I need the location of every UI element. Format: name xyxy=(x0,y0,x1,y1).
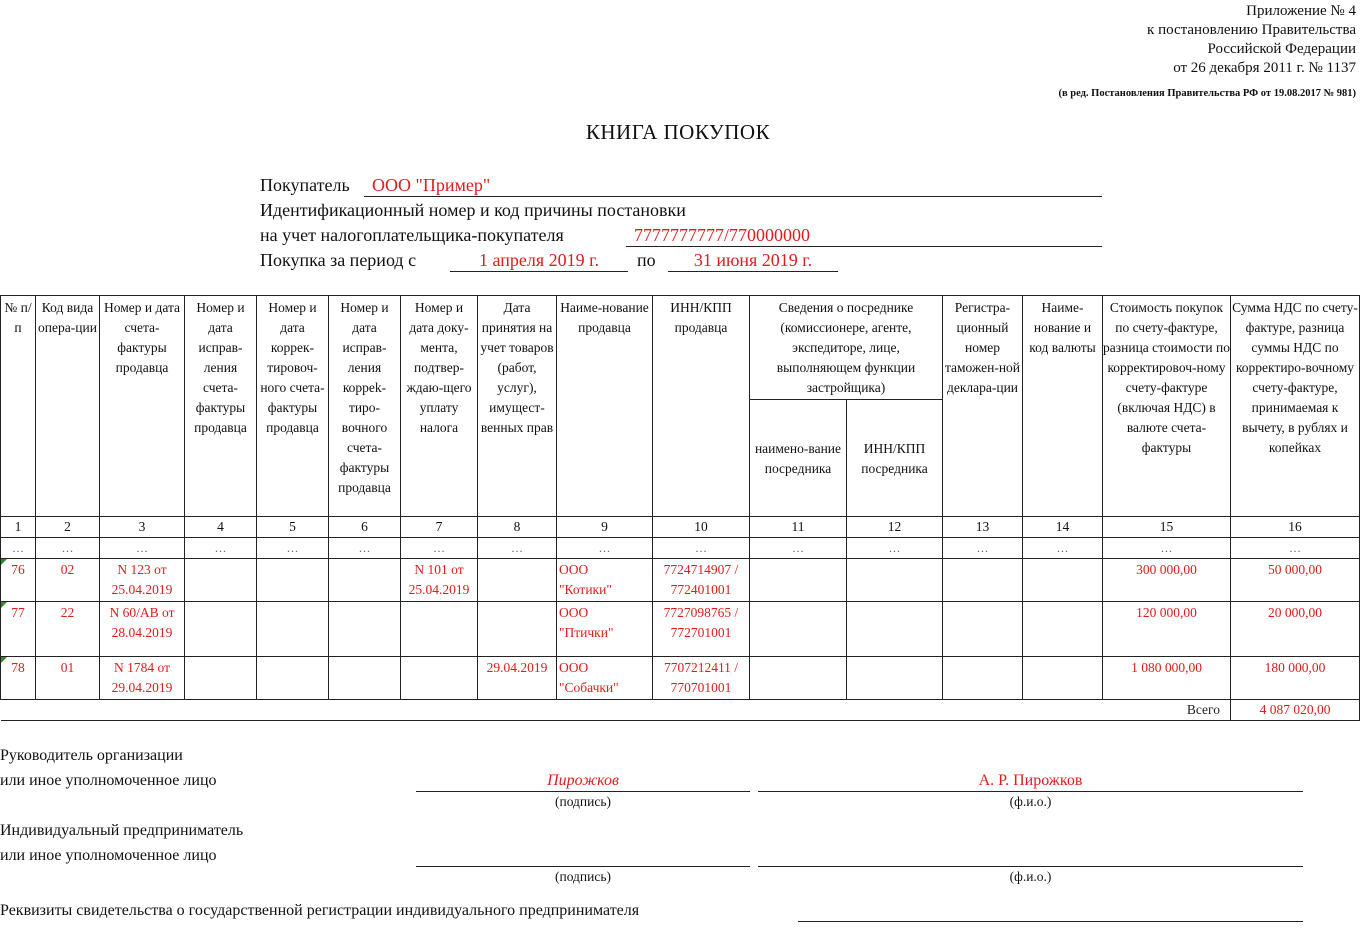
name-caption: (ф.и.о.) xyxy=(1009,794,1052,809)
empty-cell xyxy=(185,657,257,700)
ie-label-1: Индивидуальный предприниматель xyxy=(0,822,244,839)
header-col-4: Номер и дата исправ-ления счета-фактуры продавца xyxy=(185,296,257,517)
column-number: 15 xyxy=(1103,517,1231,538)
ellipsis-cell: … xyxy=(847,538,943,559)
seller-name: "Котики" xyxy=(559,582,612,597)
seller-inn: 7724714907 / xyxy=(663,562,739,577)
column-number: 5 xyxy=(257,517,329,538)
appendix-line: от 26 декабря 2011 г. № 1137 xyxy=(1173,60,1356,76)
header-col-10: ИНН/КПП продавца xyxy=(653,296,750,517)
empty-cell xyxy=(329,657,401,700)
column-number: 4 xyxy=(185,517,257,538)
empty-cell xyxy=(257,657,329,700)
inn-value: 7777777777/770000000 xyxy=(634,225,811,245)
operation-code: 01 xyxy=(36,657,100,700)
row-number-cell xyxy=(1,602,36,657)
period-label: Покупка за период с xyxy=(260,250,417,270)
invoice-number: N 1784 от xyxy=(114,660,170,675)
header-col-12: ИНН/КПП посредника xyxy=(847,400,943,517)
seller-inn-cell xyxy=(653,602,750,657)
vat-amount: 20 000,00 xyxy=(1231,602,1360,657)
period-from: 1 апреля 2019 г. xyxy=(479,250,599,270)
empty-cell xyxy=(1023,559,1103,602)
column-number: 2 xyxy=(36,517,100,538)
signature-caption: (подпись) xyxy=(554,794,612,809)
invoice-cell xyxy=(100,657,185,700)
seller-type: ООО xyxy=(559,605,589,620)
ellipsis-cell: … xyxy=(557,538,653,559)
purchase-book-table xyxy=(0,295,1360,721)
empty-cell xyxy=(943,559,1023,602)
comment-marker xyxy=(1,657,7,663)
ellipsis-cell: … xyxy=(1231,538,1360,559)
operation-code: 02 xyxy=(36,559,100,602)
purchase-cost: 1 080 000,00 xyxy=(1103,657,1231,700)
inn-label-2: на учет налогоплательщика-покупателя xyxy=(260,225,564,245)
operation-code: 22 xyxy=(36,602,100,657)
seller-type: ООО xyxy=(559,660,589,675)
payment-doc-cell xyxy=(401,602,478,657)
empty-cell xyxy=(185,559,257,602)
row-number-cell xyxy=(1,559,36,602)
payment-doc-cell xyxy=(401,559,478,602)
empty-cell xyxy=(257,559,329,602)
column-number: 3 xyxy=(100,517,185,538)
ellipsis-cell: … xyxy=(100,538,185,559)
column-number: 16 xyxy=(1231,517,1360,538)
ellipsis-row xyxy=(1,538,1360,559)
head-label-1: Руководитель организации xyxy=(0,747,183,764)
head-name: А. Р. Пирожков xyxy=(978,772,1083,789)
buyer-value: ООО "Пример" xyxy=(372,175,491,195)
comment-marker xyxy=(1,602,7,608)
table-row xyxy=(1,657,1360,700)
buyer-field xyxy=(364,172,1102,197)
seller-kpp: 772701001 xyxy=(670,625,732,640)
header-col-8: Дата принятия на учет товаров (работ, услуг), имущест-венных прав xyxy=(478,296,557,517)
purchase-cost: 300 000,00 xyxy=(1103,559,1231,602)
seller-kpp: 772401001 xyxy=(670,582,732,597)
inn-label-1: Идентификационный номер и код причины постановки xyxy=(260,200,686,220)
empty-cell xyxy=(257,602,329,657)
appendix-line: к постановлению Правительства xyxy=(1147,22,1356,38)
column-number: 14 xyxy=(1023,517,1103,538)
seller-inn: 7707212411 / xyxy=(663,660,739,675)
invoice-number: N 60/АВ от xyxy=(109,605,175,620)
ellipsis-cell: … xyxy=(185,538,257,559)
head-name-line xyxy=(758,772,1303,792)
acceptance-date xyxy=(478,602,557,657)
head-signature: Пирожков xyxy=(547,772,619,789)
appendix-line: Российской Федерации xyxy=(1207,41,1356,57)
header-col-3: Номер и дата счета-фактуры продавца xyxy=(100,296,185,517)
ellipsis-cell: … xyxy=(1,538,36,559)
purchase-cost: 120 000,00 xyxy=(1103,602,1231,657)
ellipsis-cell: … xyxy=(36,538,100,559)
invoice-number: N 123 от xyxy=(117,562,167,577)
ellipsis-cell: … xyxy=(943,538,1023,559)
column-number: 1 xyxy=(1,517,36,538)
ie-signature-line xyxy=(416,847,750,867)
row-number: 77 xyxy=(11,605,25,620)
seller-cell xyxy=(557,602,653,657)
column-number: 6 xyxy=(329,517,401,538)
seller-inn: 7727098765 / xyxy=(663,605,739,620)
seller-name: "Птички" xyxy=(559,625,614,640)
seller-type: ООО xyxy=(559,562,589,577)
total-value: 4 087 020,00 xyxy=(1231,700,1360,721)
seller-cell xyxy=(557,657,653,700)
header-col-7: Номер и дата доку-мента, подтвер-ждаю-щего уплату налога xyxy=(401,296,478,517)
name-caption: (ф.и.о.) xyxy=(1009,869,1052,884)
invoice-cell xyxy=(100,559,185,602)
header-col-16: Сумма НДС по счету-фактуре, разница суммы НДС по корректиро-вочному счету-фактуре, принимаемая к вычету, в рублях и копейках xyxy=(1231,296,1360,517)
ie-name-line xyxy=(758,847,1303,867)
period-to: 31 июня 2019 г. xyxy=(693,250,813,270)
signature-caption: (подпись) xyxy=(554,869,612,884)
acceptance-date xyxy=(478,559,557,602)
header-col-13: Регистра-ционный номер таможен-ной деклара-ции xyxy=(943,296,1023,517)
header-intermediary: Сведения о посреднике (комиссионере, агенте, экспедиторе, лице, выполняющем функции застройщика) xyxy=(750,296,943,400)
empty-cell xyxy=(847,602,943,657)
registration-label: Реквизиты свидетельства о государственной регистрации индивидуального предпринимателя xyxy=(0,902,640,919)
inn-field xyxy=(626,222,1102,247)
ellipsis-cell: … xyxy=(401,538,478,559)
registration-line xyxy=(798,902,1303,922)
appendix-line: Приложение № 4 xyxy=(1246,3,1356,19)
ellipsis-cell: … xyxy=(478,538,557,559)
empty-cell xyxy=(329,602,401,657)
empty-cell xyxy=(750,602,847,657)
table-row xyxy=(1,602,1360,657)
seller-kpp: 770701001 xyxy=(670,680,732,695)
ellipsis-cell: … xyxy=(750,538,847,559)
column-number: 13 xyxy=(943,517,1023,538)
column-number: 10 xyxy=(653,517,750,538)
seller-name: "Собачки" xyxy=(559,680,619,695)
payment-doc-number: N 101 от xyxy=(414,562,464,577)
total-row xyxy=(1,700,1360,721)
seller-inn-cell xyxy=(653,559,750,602)
empty-cell xyxy=(1023,602,1103,657)
empty-cell xyxy=(847,657,943,700)
row-number-cell xyxy=(1,657,36,700)
appendix-edition: (в ред. Постановления Правительства РФ от 19.08.2017 № 981) xyxy=(1058,88,1356,99)
header-col-5: Номер и дата коррек-тировоч-ного счета-фактуры продавца xyxy=(257,296,329,517)
empty-cell xyxy=(1023,657,1103,700)
empty-cell xyxy=(943,602,1023,657)
column-number: 12 xyxy=(847,517,943,538)
empty-cell xyxy=(750,559,847,602)
seller-inn-cell xyxy=(653,657,750,700)
vat-amount: 180 000,00 xyxy=(1231,657,1360,700)
empty-cell xyxy=(329,559,401,602)
column-number: 8 xyxy=(478,517,557,538)
invoice-date: 25.04.2019 xyxy=(111,582,173,597)
head-label-2: или иное уполномоченное лицо xyxy=(0,772,217,789)
payment-doc-date: 25.04.2019 xyxy=(408,582,470,597)
invoice-date: 28.04.2019 xyxy=(111,625,173,640)
header-col-15: Стоимость покупок по счету-фактуре, разница стоимости по корректировоч-ному счету-фактуре (включая НДС) в валюте счета-фактуры xyxy=(1103,296,1231,517)
empty-cell xyxy=(847,559,943,602)
total-label: Всего xyxy=(1,700,1231,721)
invoice-cell xyxy=(100,602,185,657)
comment-marker xyxy=(1,559,7,565)
appendix-note xyxy=(1058,2,1356,103)
header-col-2: Код вида опера-ции xyxy=(36,296,100,517)
header-col-1: № п/п xyxy=(1,296,36,517)
seller-cell xyxy=(557,559,653,602)
column-number: 9 xyxy=(557,517,653,538)
table-row xyxy=(1,559,1360,602)
empty-cell xyxy=(185,602,257,657)
header-col-9: Наиме-нование продавца xyxy=(557,296,653,517)
row-number: 78 xyxy=(11,660,25,675)
ellipsis-cell: … xyxy=(257,538,329,559)
ellipsis-cell: … xyxy=(329,538,401,559)
header-col-6: Номер и дата исправ-ления корреk-тиро-вочного счета-фактуры продавца xyxy=(329,296,401,517)
header-col-14: Наиме-нование и код валюты xyxy=(1023,296,1103,517)
page-title: КНИГА ПОКУПОК xyxy=(585,120,771,144)
empty-cell xyxy=(750,657,847,700)
column-number: 11 xyxy=(750,517,847,538)
vat-amount: 50 000,00 xyxy=(1231,559,1360,602)
period-to-field xyxy=(668,247,838,272)
invoice-date: 29.04.2019 xyxy=(111,680,173,695)
ellipsis-cell: … xyxy=(1023,538,1103,559)
header-col-11: наимено-вание посредника xyxy=(750,400,847,517)
head-signature-line xyxy=(416,772,750,792)
column-number-row xyxy=(1,517,1360,538)
row-number: 76 xyxy=(11,562,25,577)
ie-label-2: или иное уполномоченное лицо xyxy=(0,847,217,864)
empty-cell xyxy=(943,657,1023,700)
payment-doc-cell xyxy=(401,657,478,700)
period-from-field xyxy=(450,247,628,272)
period-to-label: по xyxy=(637,250,656,270)
buyer-label: Покупатель xyxy=(260,175,350,195)
ellipsis-cell: … xyxy=(653,538,750,559)
ellipsis-cell: … xyxy=(1103,538,1231,559)
column-number: 7 xyxy=(401,517,478,538)
acceptance-date: 29.04.2019 xyxy=(478,657,557,700)
